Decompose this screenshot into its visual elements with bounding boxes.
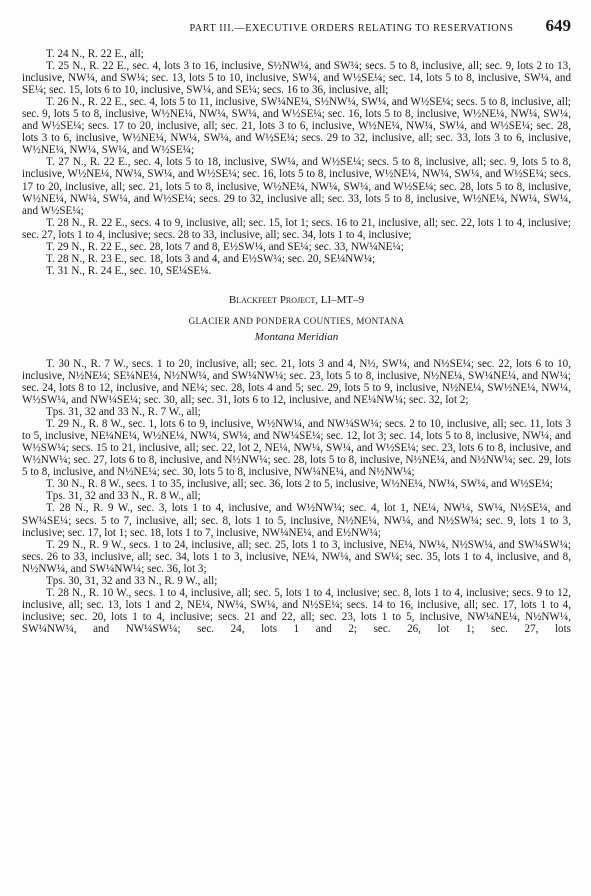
- paragraph: T. 29 N., R. 9 W., secs. 1 to 24, inclusive, all; sec. 25, lots 1 to 3, inclusive, NE¼, NW¼, N½SW¼, and SW¼SW¼; secs. 26 to 33, inclusive, all; sec. 34, lots 1 to 3, inclusive, NE¼, NW¼, and SW¼; sec. 35, lots 1 to 4, inclusive, and 8, N½NW¼, and SW¼NW¼; sec. 36, lot 3;: [22, 538, 571, 575]
- paragraph: T. 30 N., R. 8 W., secs. 1 to 35, inclusive, all; sec. 36, lots 2 to 5, inclusive, W½NE¼, NW¼, SW¼, and W½SE¼;: [46, 478, 553, 491]
- paragraph: T. 28 N., R. 9 W., sec. 3, lots 1 to 4, inclusive, and W½NW¼; sec. 4, lot 1, NE¼, NW¼, SW¼, N½SE¼, and SW¼SE¼; secs. 5 to 7, inclusive, all; sec. 8, lots 1 to 5, inclusive, N½NE¼, NW¼, and N½SW¼; sec. 9, lots 1 to 3, inclusive; sec. 17, lot 1; sec. 18, lots 1 to 7, inclusive, NW¼NE¼, and E½NW¼;: [22, 502, 571, 539]
- paragraph: T. 25 N., R. 22 E., sec. 4, lots 3 to 16, inclusive, S½NW¼, and SW¼; secs. 5 to 8, inclusive, all; sec. 9, lots 2 to 13, inclusive, NW¼, and SW¼; sec. 13, lots 5 to 10, inclusive, SW¼, and W½SE¼; sec. 14, lots 5 to 8, inclusive, SW¼, and SE¼; sec. 15, lots 6 to 10, inclusive, SW¼, and SE¼; secs. 16 to 36, inclusive, all;: [22, 60, 571, 97]
- paragraph: Tps. 30, 31, 32 and 33 N., R. 9 W., all;: [46, 574, 218, 587]
- project-title: Blackfeet Project, LI–MT–9: [228, 293, 365, 306]
- counties-heading: GLACIER AND PONDERA COUNTIES, MONTANA: [188, 315, 405, 326]
- paragraph: T. 31 N., R. 24 E., sec. 10, SE¼SE¼.: [46, 264, 212, 277]
- page-header: [22, 16, 571, 42]
- paragraph: T. 27 N., R. 22 E., sec. 4, lots 5 to 18, inclusive, SW¼, and W½SE¼; secs. 5 to 8, inclusive, all; sec. 9, lots 5 to 8, inclusive, W½NE¼, NW¼, SW¼, and W½SE¼; sec. 16, lots 5 to 8, inclusive, W½NE¼, NW¼, SW¼, and W½SE¼; secs. 17 to 20, inclusive, all; sec. 21, lots 5 to 8, inclusive, W½NE¼, NW¼, SW¼, and W½SE¼; sec. 28, lots 5 to 8, inclusive, W½NE¼, NW¼, SW¼, and W½SE¼; secs. 29 to 32, inclusive all; sec. 33, lots 5 to 8, inclusive, W½NE¼, NW¼, SW¼, and W½SE¼;: [22, 156, 571, 217]
- paragraph: T. 28 N., R. 10 W., secs. 1 to 4, inclusive, all; sec. 5, lots 1 to 4, inclusive; sec. 8, lots 1 to 4, inclusive; secs. 9 to 12, inclusive, all; sec. 13, lots 1 and 2, NE¼, NW¼, SW¼, and N½SE¼; secs. 14 to 16, inclusive, all; sec. 17, lots 1 to 4, inclusive; sec. 20, lots 1 to 4, inclusive; secs. 21 and 22, all; sec. 23, lots 1 to 5, inclusive, NW¼NE¼, N½NW¼, SW¼NW¼, and NW¼SW¼; sec. 24, lots 1 and 2; sec. 26, lot 1; sec. 27, lots: [22, 586, 571, 635]
- paragraph: T. 26 N., R. 22 E., sec. 4, lots 5 to 11, inclusive, SW¼NE¼, S½NW¼, SW¼, and W½SE¼; secs. 5 to 8, inclusive, all; sec. 9, lots 5 to 8, inclusive, W½NE¼, NW¼, SW¼, and W½SE¼; sec. 16, lots 5 to 8, inclusive, W½NE¼, NW¼, SW¼, and W½SE¼; secs. 17 to 20, inclusive, all; sec. 21, lots 3 to 6, inclusive, W½NE¼, NW¼, SW¼, and W½SE¼; sec. 28, lots 3 to 6, inclusive, W½NE¼, NW¼, SW¼, and W½SE¼; secs. 29 to 32, inclusive, all; sec. 33, lots 3 to 6, inclusive, W½NE¼, NW¼, SW¼, and W½SE¼;: [22, 96, 571, 157]
- running-head: PART III.—EXECUTIVE ORDERS RELATING TO RESERVATIONS: [189, 23, 514, 34]
- paragraph: T. 28 N., R. 23 E., sec. 18, lots 3 and 4, and E½SW¼; sec. 20, SE¼NW¼;: [46, 252, 376, 265]
- paragraph: T. 29 N., R. 22 E., sec. 28, lots 7 and 8, E½SW¼, and SE¼; sec. 33, NW¼NE¼;: [46, 240, 404, 253]
- section-blackfeet: [22, 358, 571, 635]
- section-top: [22, 48, 571, 277]
- page-number: 649: [545, 16, 571, 35]
- paragraph: T. 28 N., R. 22 E., secs. 4 to 9, inclusive, all; sec. 15, lot 1; secs. 16 to 21, inclusive, all; sec. 22, lots 1 to 4, inclusive; sec. 27, lots 1 to 4, inclusive; secs. 28 to 33, inclusive, all; sec. 34, lots 1 to 4, inclusive;: [22, 216, 571, 241]
- meridian-heading: Montana Meridian: [254, 330, 339, 343]
- paragraph: T. 24 N., R. 22 E., all;: [46, 48, 144, 60]
- paragraph: T. 29 N., R. 8 W., sec. 1, lots 6 to 9, inclusive, W½NW¼, and NW¼SW¼; secs. 2 to 10, inclusive, all; sec. 11, lots 3 to 5, inclusive, NE¼NE¼, W½NE¼, NW¼, SW¼, and NW¼SE¼; sec. 12, lot 3; sec. 14, lots 5 to 8, inclusive, NW¼, and W½SW¼; secs. 15 to 21, inclusive, all; sec. 22, lot 2, NE¼, NW¼, SW¼, and W½SE¼; sec. 23, lots 6 to 8, inclusive, and W½NW¼; sec. 27, lots 6 to 8, inclusive, and N½NW¼; sec. 28, lots 5 to 8, inclusive, N½NE¼, and N½NW¼; sec. 29, lots 5 to 8, inclusive, and N½NE¼; sec. 30, lots 5 to 8, inclusive, NW¼NE¼, and N½NW¼;: [22, 418, 571, 479]
- paragraph: Tps. 31, 32 and 33 N., R. 8 W., all;: [46, 490, 201, 503]
- paragraph: T. 30 N., R. 7 W., secs. 1 to 20, inclusive, all; sec. 21, lots 3 and 4, N½, SW¼, and N½SE¼; sec. 22, lots 6 to 10, inclusive, N½NE¼; SE¼NE¼, N½NW¼, and SW¼NW¼; sec. 23, lots 5 to 8, inclusive, N½NE¼, SW¼NE¼, and NW¼; sec. 24, lots 8 to 12, inclusive, and NE¼; sec. 28, lots 4 and 5; sec. 29, lots 5 to 9, inclusive, N½NE¼, SW½NE¼, NW¼, W½SW¼, and NW¼SE¼; sec. 30, all; sec. 31, lots 6 to 12, inclusive, and NE¼NW¼; sec. 32, lot 2;: [22, 357, 571, 407]
- paragraph: Tps. 31, 32 and 33 N., R. 7 W., all;: [46, 406, 201, 419]
